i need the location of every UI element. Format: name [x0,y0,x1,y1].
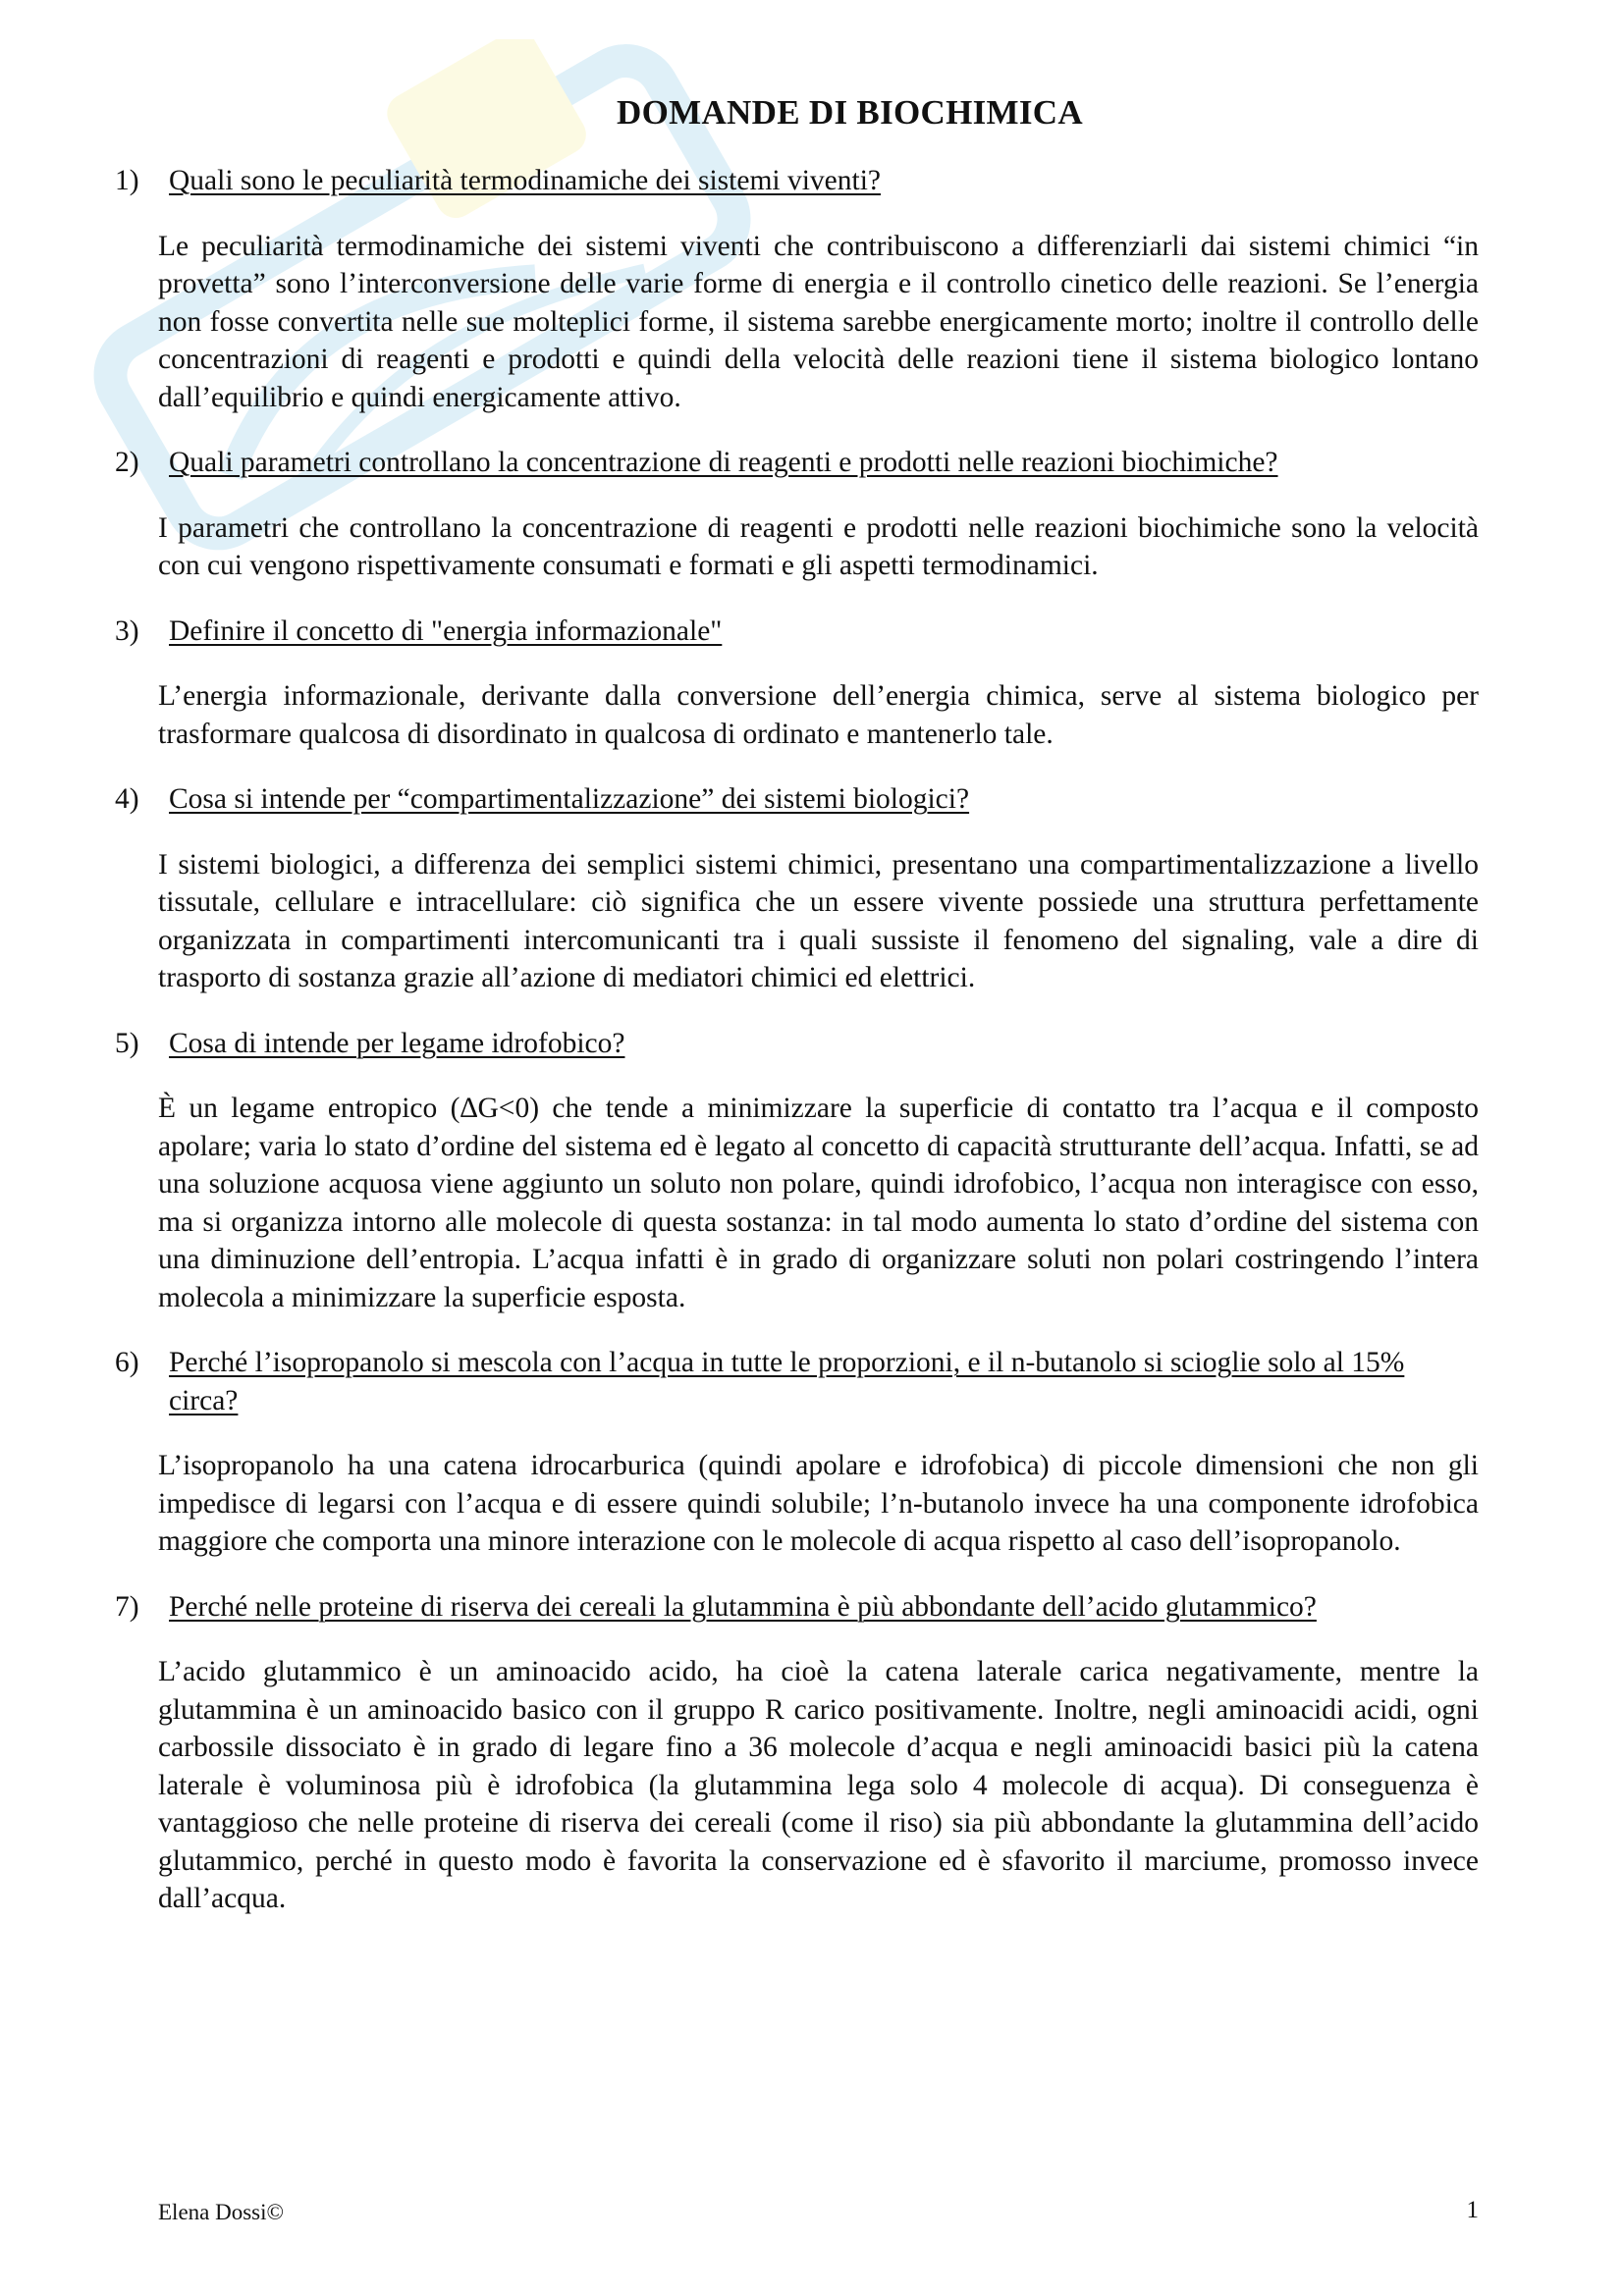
answer-text: I sistemi biologici, a differenza dei semplici sistemi chimici, presentano una compartimentalizzazione a livello tissutale, cellulare e intracellulare: ciò significa che un essere vivente possiede una struttura perfettamente organizzata in compartimenti intercomunicanti tra i quali sussiste il fenomeno del signaling, vale a dire di trasporto di sostanza grazie all’azione di mediatori chimici ed elettrici. [158,848,1479,993]
question [115,613,1479,651]
question [115,162,1479,200]
qa-item-1 [115,162,1479,416]
question-text: Quali parametri controllano la concentrazione di reagenti e prodotti nelle reazioni biochimiche? [169,447,1278,478]
question [115,1588,1479,1627]
answer-text: L’energia informazionale, derivante dalla conversione dell’energia chimica, serve al sistema biologico per trasformare qualcosa di disordinato in qualcosa di ordinato e mantenerlo tale. [158,680,1479,750]
qa-item-7 [115,1588,1479,1918]
answer-text: I parametri che controllano la concentrazione di reagenti e prodotti nelle reazioni biochimiche sono la velocità con cui vengono rispettivamente consumati e formati e gli aspetti termodinamici. [158,511,1479,581]
question-number: 4) [115,783,139,815]
question-text: Cosa si intende per “compartimentalizzazione” dei sistemi biologici? [169,783,970,815]
question [115,444,1479,482]
answer-text: È un legame entropico (∆G<0) che tende a minimizzare la superficie di contatto tra l’acqua e il composto apolare; varia lo stato d’ordine del sistema ed è legato al concetto di capacità strutturante dell’acqua. Infatti, se ad una soluzione acquosa viene aggiunto un soluto non polare, quindi idrofobico, l’acqua non interagisce con esso, ma si organizza intorno alle molecole di questa sostanza: in tal modo aumenta lo stato d’ordine del sistema con una diminuzione dell’entropia. L’acqua infatti è in grado di organizzare soluti non polari costringendo l’intera molecola a minimizzare la superficie esposta. [158,1093,1479,1313]
question-number: 3) [115,614,139,647]
question-number: 5) [115,1027,139,1059]
answer-text: Le peculiarità termodinamiche dei sistemi viventi che contribuiscono a differenziarli dai sistemi chimici “in provetta” sono l’interconversione delle varie forme di energia e il controllo cinetico delle reazioni. Se l’energia non fosse convertita nelle sue molteplici forme, il sistema sarebbe energicamente morto; inoltre il controllo delle concentrazioni di reagenti e prodotti e quindi della velocità delle reazioni tiene il sistema biologico lontano dall’equilibrio e quindi energicamente attivo. [158,230,1479,413]
question-number: 6) [115,1347,139,1378]
question [115,1025,1479,1063]
page-number: 1 [1466,2197,1479,2223]
question-text: Cosa di intende per legame idrofobico? [169,1027,625,1059]
question-text: Perché l’isopropanolo si mescola con l’acqua in tutte le proporzioni, e il n-butanolo si scioglie solo al 15% circa? [169,1347,1405,1416]
question [115,780,1479,819]
qa-item-3 [115,613,1479,754]
document-title: DOMANDE DI BIOCHIMICA [617,93,1083,132]
answer-text: L’acido glutammico è un aminoacido acido, ha cioè la catena laterale carica negativamente, mentre la glutammina è un aminoacido basico con il gruppo R carico positivamente. Inoltre, negli aminoacidi acidi, ogni carbossile dissociato è in grado di legare fino a 36 molecole d’acqua e negli aminoacidi basici più la catena laterale è voluminosa più è idrofobica (la glutammina lega solo 4 molecole di acqua). Di conseguenza è vantaggioso che nelle proteine di riserva dei cereali (come il riso) sia più abbondante la glutammina dell’acido glutammico, perché in questo modo è favorita la conservazione ed è sfavorito il marciume, promosso invece dall’acqua. [158,1656,1479,1914]
question-text: Definire il concetto di "energia informazionale" [169,614,723,647]
qa-item-4 [115,780,1479,997]
question-number: 1) [115,165,139,196]
question-text: Perché nelle proteine di riserva dei cereali la glutammina è più abbondante dell’acido glutammico? [169,1590,1317,1623]
qa-item-6 [115,1344,1479,1561]
qa-item-2 [115,444,1479,585]
question [115,1344,1479,1419]
answer-text: L’isopropanolo ha una catena idrocarburica (quindi apolare e idrofobica) di piccole dimensioni che non gli impedisce di legarsi con l’acqua e di essere quindi solubile; l’n-butanolo invece ha una componente idrofobica maggiore che comporta una minore interazione con le molecole di acqua rispetto al caso dell’isopropanolo. [158,1450,1479,1557]
qa-item-5 [115,1025,1479,1317]
question-number: 2) [115,447,139,478]
question-number: 7) [115,1590,139,1623]
footer-author: Elena Dossi© [158,2200,284,2224]
document-page [115,93,1479,1918]
question-text: Quali sono le peculiarità termodinamiche dei sistemi viventi? [169,165,881,196]
